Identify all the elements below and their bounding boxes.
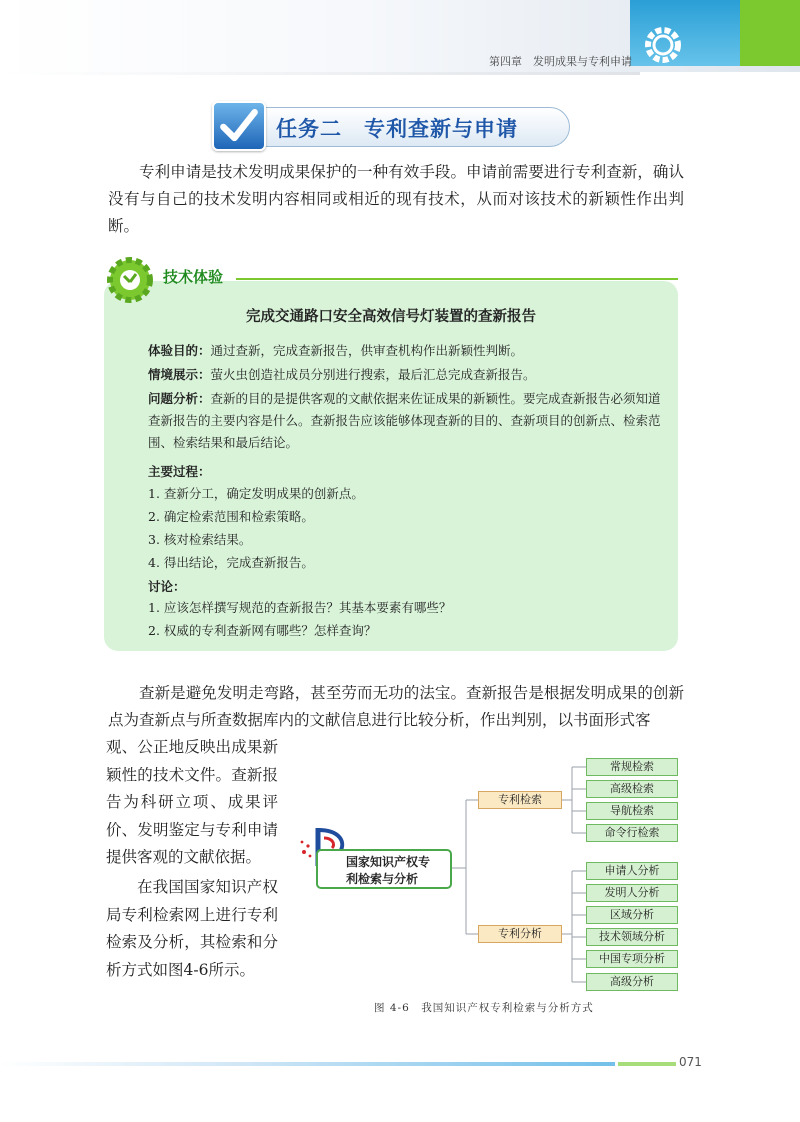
body-column-paragraph: 在我国国家知识产权局专利检索网上进行专利检索及分析，其检索和分析方式如图4-6所示。	[106, 878, 278, 979]
intro-paragraph: 专利申请是技术发明成果保护的一种有效手段。申请前需要进行专利查新，确认没有与自己的技术发明内容相同或相近的现有技术，从而对该技术的新颖性作出判断。	[108, 163, 684, 235]
scenario-label: 情境展示：	[148, 367, 211, 382]
process-item: 3. 核对检索结果。	[148, 532, 252, 547]
chapter-title: 第四章 发明成果与专利申请	[489, 55, 632, 68]
leaf-node: 高级分析	[586, 973, 678, 991]
discussion-item: 1. 应该怎样撰写规范的查新报告？其基本要素有哪些？	[148, 600, 452, 615]
leaf-node: 命令行检索	[586, 824, 678, 842]
figure-caption: 图 4-6 我国知识产权专利检索与分析方式	[374, 1002, 594, 1014]
scenario-text: 萤火虫创造社成员分别进行搜索，最后汇总完成查新报告。	[210, 367, 536, 382]
page-number: 071	[679, 1055, 702, 1069]
leaf-node: 常规检索	[586, 758, 678, 776]
leaf-node: 导航检索	[586, 802, 678, 820]
leaf-node: 高级检索	[586, 780, 678, 798]
process-heading: 主要过程：	[148, 464, 211, 479]
leaf-node: 技术领域分析	[586, 928, 678, 946]
purpose-text: 通过查新，完成查新报告，供审查机构作出新颖性判断。	[210, 343, 524, 358]
discussion-heading: 讨论：	[148, 579, 186, 594]
footer-rule-accent	[618, 1062, 676, 1066]
diagram-center-node	[316, 849, 452, 889]
purpose-label: 体验目的：	[148, 343, 211, 358]
branch-node-patent-analysis: 专利分析	[478, 925, 562, 943]
footer-rule	[0, 1062, 615, 1066]
process-item: 1. 查新分工，确定发明成果的创新点。	[148, 486, 364, 501]
process-item: 2. 确定检索范围和检索策略。	[148, 509, 314, 524]
body-paragraph: 查新是避免发明走弯路，甚至劳而无功的法宝。查新报告是根据发明成果的创新点为查新点与所查数据库内的文献信息进行比较分析，作出判别，以书面形式客	[108, 684, 684, 729]
experience-label: 技术体验	[163, 268, 224, 286]
body-column-paragraph: 观、公正地反映出成果新颖性的技术文件。查新报告为科研立项、成果评价、发明鉴定与专利申请提供客观的文献依据。	[106, 738, 278, 866]
leaf-node: 发明人分析	[586, 884, 678, 902]
branch-node-patent-search: 专利检索	[478, 791, 562, 809]
leaf-node: 区域分析	[586, 906, 678, 924]
center-node-line1: 国家知识产权专	[346, 855, 431, 869]
discussion-item: 2. 权威的专利查新网有哪些？怎样查询？	[148, 623, 377, 638]
problem-text: 查新的目的是提供客观的文献依据来佐证成果的新颖性。要完成查新报告必须知道查新报告的主要内容是什么。查新报告应该能够体现查新的目的、查新项目的创新点、检索范围、检索结果和最后结论。	[148, 391, 661, 450]
center-node-line2: 利检索与分析	[346, 872, 419, 886]
task-title: 任务二 专利查新与申请	[276, 117, 518, 141]
problem-label: 问题分析：	[148, 391, 211, 406]
leaf-node: 中国专项分析	[586, 950, 678, 968]
process-item: 4. 得出结论，完成查新报告。	[148, 555, 314, 570]
experience-title: 完成交通路口安全高效信号灯装置的查新报告	[246, 309, 536, 325]
leaf-node: 申请人分析	[586, 862, 678, 880]
